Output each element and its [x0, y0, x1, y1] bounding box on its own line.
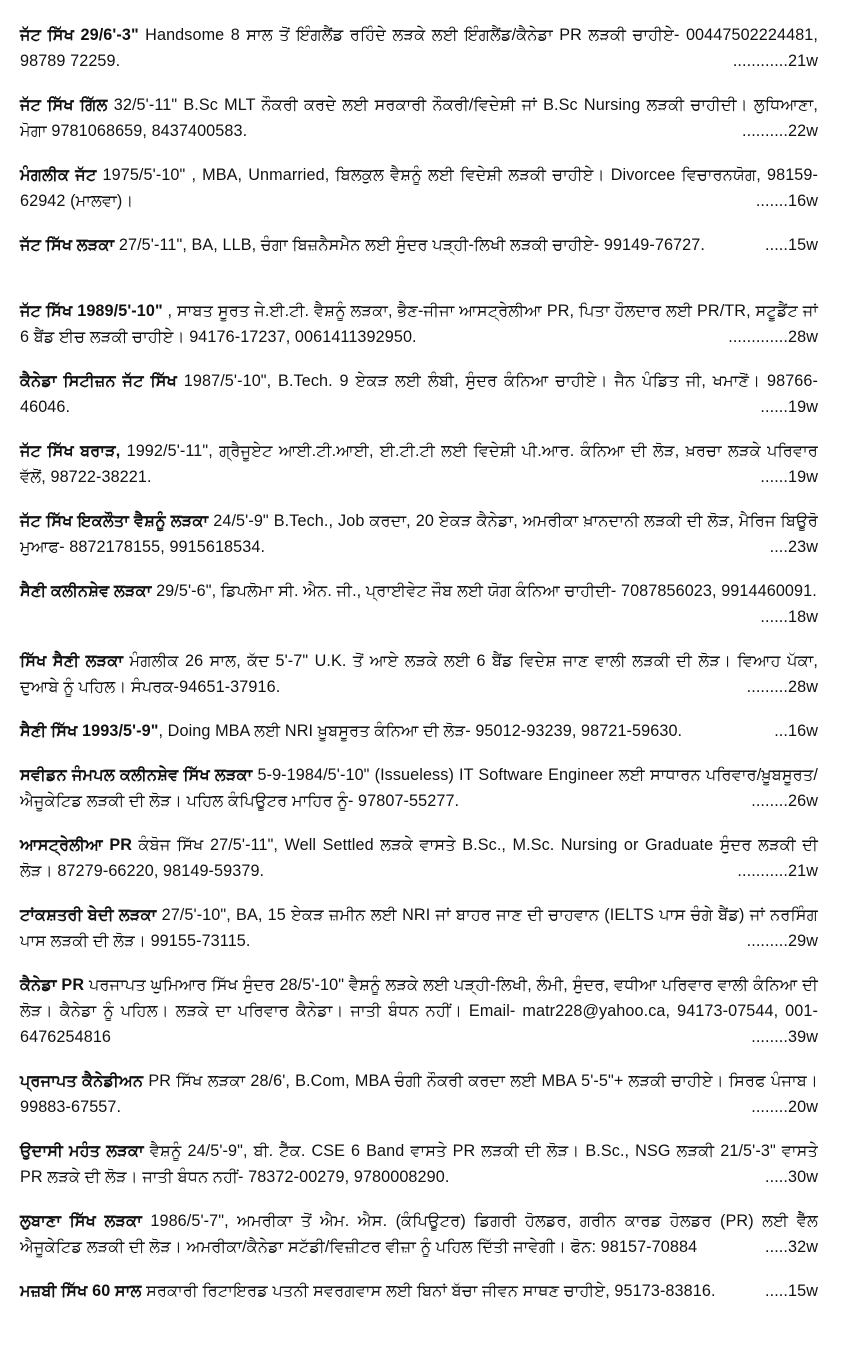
ad-15: [20, 972, 818, 1050]
ad-16: [20, 1068, 818, 1120]
ad-heading: ਸੈਣੀ ਸਿੱਖ 1993/5'-9": [20, 722, 159, 740]
ad-11: [20, 718, 818, 744]
ad-heading: ਕੈਨੇਡਾ ਸਿਟੀਜ਼ਨ ਜੱਟ ਸਿੱਖ: [20, 372, 177, 390]
ad-word-count: ........39w: [751, 1028, 818, 1046]
ad-text: 29/5'-6", ਡਿਪਲੋਮਾ ਸੀ. ਐਨ. ਜੀ., ਪ੍ਰਾਈਵੇਟ ਜੌਬ ਲਈ ਯੋਗ ਕੰਨਿਆ ਚਾਹੀਦੀ- 7087856023, 9914460091.: [151, 582, 817, 600]
ad-text: 1975/5'-10" , MBA, Unmarried, ਬਿਲਕੁਲ ਵੈਸ਼ਨੂੰ ਲਈ ਵਿਦੇਸ਼ੀ ਲੜਕੀ ਚਾਹੀਏ। Divorcee ਵਿਚਾਰਨਯੋਗ, 98159-62942 (ਮਾਲਵਾ)।: [20, 166, 818, 210]
ad-word-count: ........26w: [751, 792, 818, 810]
ad-text: PR ਸਿੱਖ ਲੜਕਾ 28/6', B.Com, MBA ਚੰਗੀ ਨੌਕਰੀ ਕਰਦਾ ਲਈ MBA 5'-5"+ ਲੜਕੀ ਚਾਹੀਏ। ਸਿਰਫ ਪੰਜਾਬ। 99883-67557.: [20, 1072, 818, 1116]
ad-10: [20, 648, 818, 700]
ad-word-count: ......19w: [760, 398, 818, 416]
ad-word-count: .....30w: [765, 1168, 818, 1186]
ad-heading: ਸੈਣੀ ਕਲੀਨਸ਼ੇਵ ਲੜਕਾ: [20, 582, 152, 600]
ad-text: , Doing MBA ਲਈ NRI ਖ਼ੂਬਸੂਰਤ ਕੰਨਿਆ ਦੀ ਲੋੜ- 95012-93239, 98721-59630.: [158, 722, 683, 740]
ad-12: [20, 762, 818, 814]
ad-heading: ਉਦਾਸੀ ਮਹੰਤ ਲੜਕਾ: [20, 1142, 144, 1160]
ad-text: ਕੰਬੋਜ ਸਿੱਖ 27/5'-11", Well Settled ਲੜਕੇ ਵਾਸਤੇ B.Sc., M.Sc. Nursing or Graduate ਸੁੰਦਰ ਲੜਕੀ ਦੀ ਲੋੜ। 87279-66220, 98149-59379.: [20, 836, 818, 880]
ad-text: 1992/5'-11", ਗ੍ਰੈਜੂਏਟ ਆਈ.ਟੀ.ਆਈ, ਈ.ਟੀ.ਟੀ ਲਈ ਵਿਦੇਸ਼ੀ ਪੀ.ਆਰ. ਕੰਨਿਆ ਦੀ ਲੋੜ, ਖ਼ਰਚਾ ਲੜਕੇ ਪਰਿਵਾਰ ਵੱਲੋਂ, 98722-38221.: [20, 442, 818, 486]
ad-heading: ਕੈਨੇਡਾ PR: [20, 976, 85, 994]
ad-7: [20, 438, 818, 490]
ad-1: [20, 22, 818, 74]
ad-19: [20, 1278, 818, 1304]
ad-word-count: .......16w: [755, 192, 818, 210]
ad-text: ਪਰਜਾਪਤ ਘੁਮਿਆਰ ਸਿੱਖ ਸੁੰਦਰ 28/5'-10" ਵੈਸ਼ਨੂੰ ਲੜਕੇ ਲਈ ਪੜ੍ਹੀ-ਲਿਖੀ, ਲੰਮੀ, ਸੁੰਦਰ, ਵਧੀਆ ਪਰਿਵਾਰ ਵਾਲੀ ਕੰਨਿਆ ਦੀ ਲੋੜ। ਕੈਨੇਡਾ ਨੂੰ ਪਹਿਲ। ਲੜਕੇ ਦਾ ਪਰਿਵਾਰ ਕੈਨੇਡਾ। ਜਾਤੀ ਬੰਧਨ ਨਹੀਂ। Email- matr228@yahoo.ca, 94173-07544, 001-6476254816: [20, 976, 818, 1046]
ad-text: 27/5'-10", BA, 15 ਏਕੜ ਜ਼ਮੀਨ ਲਈ NRI ਜਾਂ ਬਾਹਰ ਜਾਣ ਦੀ ਚਾਹਵਾਨ (IELTS ਪਾਸ ਚੰਗੇ ਬੈਂਡ) ਜਾਂ ਨਰਸਿੰਗ ਪਾਸ ਲੜਕੀ ਦੀ ਲੋੜ। 99155-73115.: [20, 906, 818, 950]
ad-word-count: ......19w: [760, 468, 818, 486]
ad-text: 27/5'-11", BA, LLB, ਚੰਗਾ ਬਿਜ਼ਨੈਸਮੈਨ ਲਈ ਸੁੰਦਰ ਪੜ੍ਹੀ-ਲਿਖੀ ਲੜਕੀ ਚਾਹੀਏ- 99149-76727.: [114, 236, 705, 254]
ad-word-count: ....23w: [769, 538, 818, 556]
ad-heading: ਆਸਟ੍ਰੇਲੀਆ PR: [20, 836, 133, 854]
ad-word-count: .........28w: [746, 678, 818, 696]
ad-18: [20, 1208, 818, 1260]
ad-text: Handsome 8 ਸਾਲ ਤੋਂ ਇੰਗਲੈਂਡ ਰਹਿੰਦੇ ਲੜਕੇ ਲਈ ਇੰਗਲੈਂਡ/ਕੈਨੇਡਾ PR ਲੜਕੀ ਚਾਹੀਏ- 00447502224481, 98789 72259.: [20, 26, 818, 70]
ad-13: [20, 832, 818, 884]
ad-heading: ਮੰਗਲੀਕ ਜੱਟ: [20, 166, 97, 184]
ad-heading: ਜੱਟ ਸਿੱਖ ਲੜਕਾ: [20, 236, 115, 254]
ad-heading: ਸਿੱਖ ਸੈਣੀ ਲੜਕਾ: [20, 652, 124, 670]
ad-heading: ਲੁਬਾਣਾ ਸਿੱਖ ਲੜਕਾ: [20, 1212, 142, 1230]
ad-heading: ਜੱਟ ਸਿੱਖ ਬਰਾੜ,: [20, 442, 121, 460]
ad-heading: ਮਜ਼ਬੀ ਸਿੱਖ 60 ਸਾਲ: [20, 1282, 142, 1300]
ad-3: [20, 162, 818, 214]
ad-word-count: .............28w: [728, 328, 818, 346]
ad-word-count: ..........22w: [742, 122, 818, 140]
ad-heading: ਪ੍ਰਜਾਪਤ ਕੈਨੇਡੀਅਨ: [20, 1072, 144, 1090]
ad-word-count: ...........21w: [737, 862, 818, 880]
ad-heading: ਜੱਟ ਸਿੱਖ ਗਿੱਲ: [20, 96, 108, 114]
ad-text: ਵੈਸ਼ਨੂੰ 24/5'-9", ਬੀ. ਟੈੱਕ. CSE 6 Band ਵਾਸਤੇ PR ਲੜਕੀ ਦੀ ਲੋੜ। B.Sc., NSG ਲੜਕੀ 21/5'-3" ਵਾਸਤੇ PR ਲੜਕੇ ਦੀ ਲੋੜ। ਜਾਤੀ ਬੰਧਨ ਨਹੀਂ- 78372-00279, 9780008290.: [20, 1142, 818, 1186]
ad-text: 32/5'-11" B.Sc MLT ਨੌਕਰੀ ਕਰਦੇ ਲਈ ਸਰਕਾਰੀ ਨੌਕਰੀ/ਵਿਦੇਸ਼ੀ ਜਾਂ B.Sc Nursing ਲੜਕੀ ਚਾਹੀਦੀ। ਲੁਧਿਆਣਾ, ਮੋਗਾ 9781068659, 8437400583.: [20, 96, 818, 140]
ad-heading: ਜੱਟ ਸਿੱਖ 1989/5'-10": [20, 302, 163, 320]
ad-heading: ਟਾਂਕਸ਼ਤਰੀ ਬੇਦੀ ਲੜਕਾ: [20, 906, 157, 924]
ad-text: 1987/5'-10", B.Tech. 9 ਏਕੜ ਲਈ ਲੰਬੀ, ਸੁੰਦਰ ਕੰਨਿਆ ਚਾਹੀਏ। ਜੈਨ ਪੰਡਿਤ ਜੀ, ਖਮਾਣੋਂ। 98766-46046.: [20, 372, 818, 416]
ad-word-count: ............21w: [732, 52, 818, 70]
ad-4: [20, 232, 818, 258]
ad-2: [20, 92, 818, 144]
ad-8: [20, 508, 818, 560]
ad-heading: ਜੱਟ ਸਿੱਖ ਇਕਲੌਤਾ ਵੈਸ਼ਨੂੰ ਲੜਕਾ: [20, 512, 209, 530]
ad-5: [20, 298, 818, 350]
ad-17: [20, 1138, 818, 1190]
ad-text: 5-9-1984/5'-10" (Issueless) IT Software Engineer ਲਈ ਸਾਧਾਰਨ ਪਰਿਵਾਰ/ਖ਼ੂਬਸੂਰਤ/ ਐਜੂਕੇਟਿਡ ਲੜਕੀ ਦੀ ਲੋੜ। ਪਹਿਲ ਕੰਪਿਊਟਰ ਮਾਹਿਰ ਨੂੰ- 97807-55277.: [20, 766, 819, 810]
ad-6: [20, 368, 818, 420]
ad-word-count: .....32w: [765, 1238, 818, 1256]
ad-text: ਸਰਕਾਰੀ ਰਿਟਾਇਰਡ ਪਤਨੀ ਸਵਰਗਵਾਸ ਲਈ ਬਿਨਾਂ ਬੱਚਾ ਜੀਵਨ ਸਾਥਣ ਚਾਹੀਏ, 95173-83816.: [141, 1282, 716, 1300]
ad-word-count: .........29w: [746, 932, 818, 950]
ad-word-count: ...16w: [774, 722, 818, 740]
ad-text: , ਸਾਬਤ ਸੂਰਤ ਜੇ.ਈ.ਟੀ. ਵੈਸ਼ਨੂੰ ਲੜਕਾ, ਭੈਣ-ਜੀਜਾ ਆਸਟ੍ਰੇਲੀਆ PR, ਪਿਤਾ ਹੌਲਦਾਰ ਲਈ PR/TR, ਸਟੂਡੈਂਟ ਜਾਂ 6 ਬੈਂਡ ਈਚ ਲੜਕੀ ਚਾਹੀਏ। 94176-17237, 0061411392950.: [20, 302, 818, 346]
ad-text: 24/5'-9" B.Tech., Job ਕਰਦਾ, 20 ਏਕੜ ਕੈਨੇਡਾ, ਅਮਰੀਕਾ ਖ਼ਾਨਦਾਨੀ ਲੜਕੀ ਦੀ ਲੋੜ, ਮੈਰਿਜ ਬਿਊਰੋ ਮੁਆਫ- 8872178155, 9915618534.: [20, 512, 818, 556]
ad-word-count: ......18w: [760, 608, 818, 626]
ad-word-count: .....15w: [765, 236, 818, 254]
ad-heading: ਜੱਟ ਸਿੱਖ 29/6'-3": [20, 26, 139, 44]
ad-word-count: .....15w: [765, 1282, 818, 1300]
ad-9: [20, 578, 818, 630]
ad-heading: ਸਵੀਡਨ ਜੰਮਪਲ ਕਲੀਨਸ਼ੇਵ ਸਿੱਖ ਲੜਕਾ: [20, 766, 253, 784]
ad-text: 1986/5'-7", ਅਮਰੀਕਾ ਤੋਂ ਐਮ. ਐਸ. (ਕੰਪਿਊਟਰ) ਡਿਗਰੀ ਹੋਲਡਰ, ਗਰੀਨ ਕਾਰਡ ਹੋਲਡਰ (PR) ਲਈ ਵੈੱਲ ਐਜੂਕੇਟਿਡ ਲੜਕੀ ਦੀ ਲੋੜ। ਅਮਰੀਕਾ/ਕੈਨੇਡਾ ਸਟੱਡੀ/ਵਿਜ਼ੀਟਰ ਵੀਜ਼ਾ ਨੂੰ ਪਹਿਲ ਦਿੱਤੀ ਜਾਵੇਗੀ। ਫੋਨ: 98157-70884: [20, 1212, 818, 1256]
ad-text: ਮੰਗਲੀਕ 26 ਸਾਲ, ਕੱਦ 5'-7" U.K. ਤੋਂ ਆਏ ਲੜਕੇ ਲਈ 6 ਬੈਂਡ ਵਿਦੇਸ਼ ਜਾਣ ਵਾਲੀ ਲੜਕੀ ਦੀ ਲੋੜ। ਵਿਆਹ ਪੱਕਾ, ਦੁਆਬੇ ਨੂੰ ਪਹਿਲ। ਸੰਪਰਕ-94651-37916.: [20, 652, 818, 696]
ad-14: [20, 902, 818, 954]
ad-word-count: ........20w: [751, 1098, 818, 1116]
